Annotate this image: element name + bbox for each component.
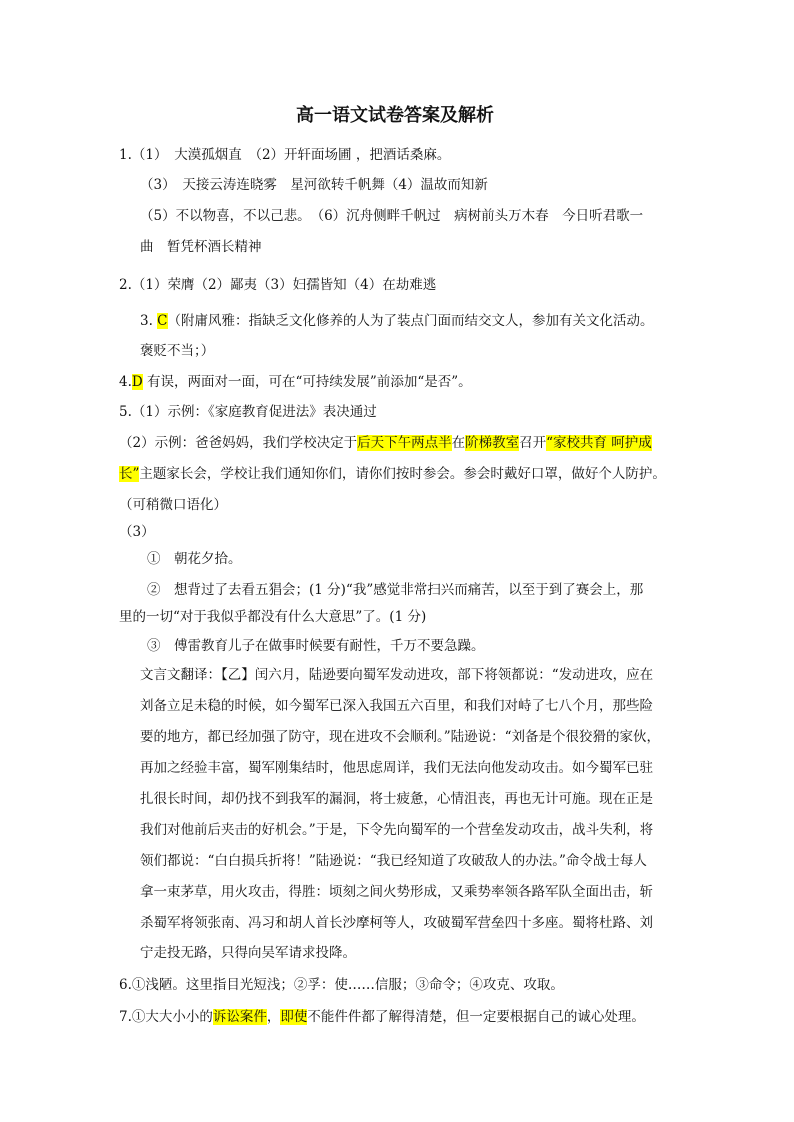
q5-text: 召开 [519, 435, 547, 451]
q3-answer-highlight: C [157, 313, 168, 329]
q1-line-4: 曲 暂凭杯酒长精神 [140, 239, 262, 255]
q7-text: ， [266, 1009, 281, 1025]
q5-line-8: 里的一切“对于我似乎都没有什么大意思”了。(1 分) [119, 609, 427, 625]
q4-explanation: 有误，两面对一面，可在“可持续发展”前添加“是否”。 [142, 374, 472, 390]
q5-line-5: （3） [119, 524, 155, 540]
q4-answer-highlight: D [131, 374, 143, 390]
q4-prefix: 4. [119, 374, 132, 390]
q5-text: （2）示例：爸爸妈妈，我们学校决定于 [119, 435, 358, 451]
translation-line: 再加之经验丰富，蜀军刚集结时，他思虑周详，我们无法向他发动攻击。如今蜀军已驻 [140, 760, 653, 776]
q3-prefix: 3. [140, 313, 158, 329]
q5-line-2 [119, 433, 652, 453]
q1-line-2: （3） 天接云涛连晓雾 星河欲转千帆舞（4）温故而知新 [140, 177, 488, 193]
q5-text: 主题家长会，学校让我们通知你们，请你们按时参会。参会时戴好口罩，做好个人防护。 [139, 466, 666, 482]
translation-line: 文言文翻译：【乙】闰六月，陆逊要向蜀军发动进攻，部下将领都说：“发动进攻，应在 [140, 667, 654, 683]
page-title: 高一语文试卷答案及解析 [296, 105, 494, 126]
q5-line-1: 5.（1）示例：《家庭教育促进法》表决通过 [119, 404, 377, 420]
q6-line: 6.①浅陋。这里指目光短浅；②孚：使……信服；③命令；④攻克、攻取。 [119, 977, 564, 993]
translation-line: 我们对他前后夹击的好机会。”于是，下令先向蜀军的一个营垒发动攻击，战斗失利，将 [140, 822, 654, 838]
q1-line-3: （5）不以物喜，不以己悲。 （6）沉舟侧畔千帆过 病树前头万木春 今日听君歌一 [140, 208, 644, 224]
q5-time-highlight: 后天下午两点半 [357, 435, 452, 451]
translation-line: 扎很长时间，却仍找不到我军的漏洞，将士疲惫，心情沮丧，再也无计可施。现在正是 [140, 791, 653, 807]
q5-line-4: （可稍微口语化） [119, 497, 227, 513]
q7-lawsuit-highlight: 诉讼案件 [212, 1009, 267, 1025]
q1-line-1: 1.（1） 大漠孤烟直 （2）开轩面场圃 ，把酒话桑麻。 [119, 147, 451, 163]
q3-line-2: 褒贬不当；） [140, 343, 215, 359]
q7-text: 不能件件都了解得清楚，但一定要根据自己的诚心处理。 [307, 1009, 645, 1025]
translation-line: 拿一束茅草，用火攻击，得胜：顷刻之间火势形成，又乘势率领各路军队全面出击，斩 [140, 884, 653, 900]
q7-text: 7.①大大小小的 [119, 1009, 213, 1025]
q5-place-highlight: 阶梯教室 [465, 435, 520, 451]
q5-line-3 [119, 464, 666, 484]
translation-line: 刘备立足未稳的时候，如今蜀军已深入我国五六百里，和我们对峙了七八个月，那些险 [140, 698, 653, 714]
q4-line [119, 372, 472, 392]
q5-line-7: ② 想背过了去看五猖会；(1 分)“我”感觉非常扫兴而痛苦，以至于到了赛会上，那 [147, 582, 644, 598]
q5-theme-highlight-cont: 长” [119, 466, 140, 482]
q3-explanation: （附庸风雅：指缺乏文化修养的人为了装点门面而结交文人，参加有关文化活动。 [167, 313, 654, 329]
translation-line: 要的地方，都已经加强了防守，现在进攻不会顺利。”陆逊说：“刘备是个很狡猾的家伙， [140, 729, 661, 745]
q5-text: 在 [451, 435, 466, 451]
q2-line: 2.（1）荣膺（2）鄙夷（3）妇孺皆知（4）在劫难逃 [119, 277, 437, 293]
q5-line-9: ③ 傅雷教育儿子在做事时候要有耐性，千万不要急躁。 [147, 638, 485, 654]
q7-line [119, 1007, 645, 1027]
translation-line: 领们都说：“白白损兵折将！”陆逊说：“我已经知道了攻破敌人的办法。”命令战士每人 [140, 853, 647, 869]
translation-line: 杀蜀军将领张南、冯习和胡人首长沙摩柯等人，攻破蜀军营垒四十多座。蜀将杜路、刘 [140, 915, 653, 931]
q3-line-1 [140, 311, 654, 331]
q5-theme-highlight: “家校共育 呵护成 [546, 435, 652, 451]
translation-line: 宁走投无路，只得向吴军请求投降。 [140, 945, 356, 961]
q5-line-6: ① 朝花夕拾。 [147, 551, 242, 567]
q7-even-if-highlight: 即使 [280, 1009, 308, 1025]
